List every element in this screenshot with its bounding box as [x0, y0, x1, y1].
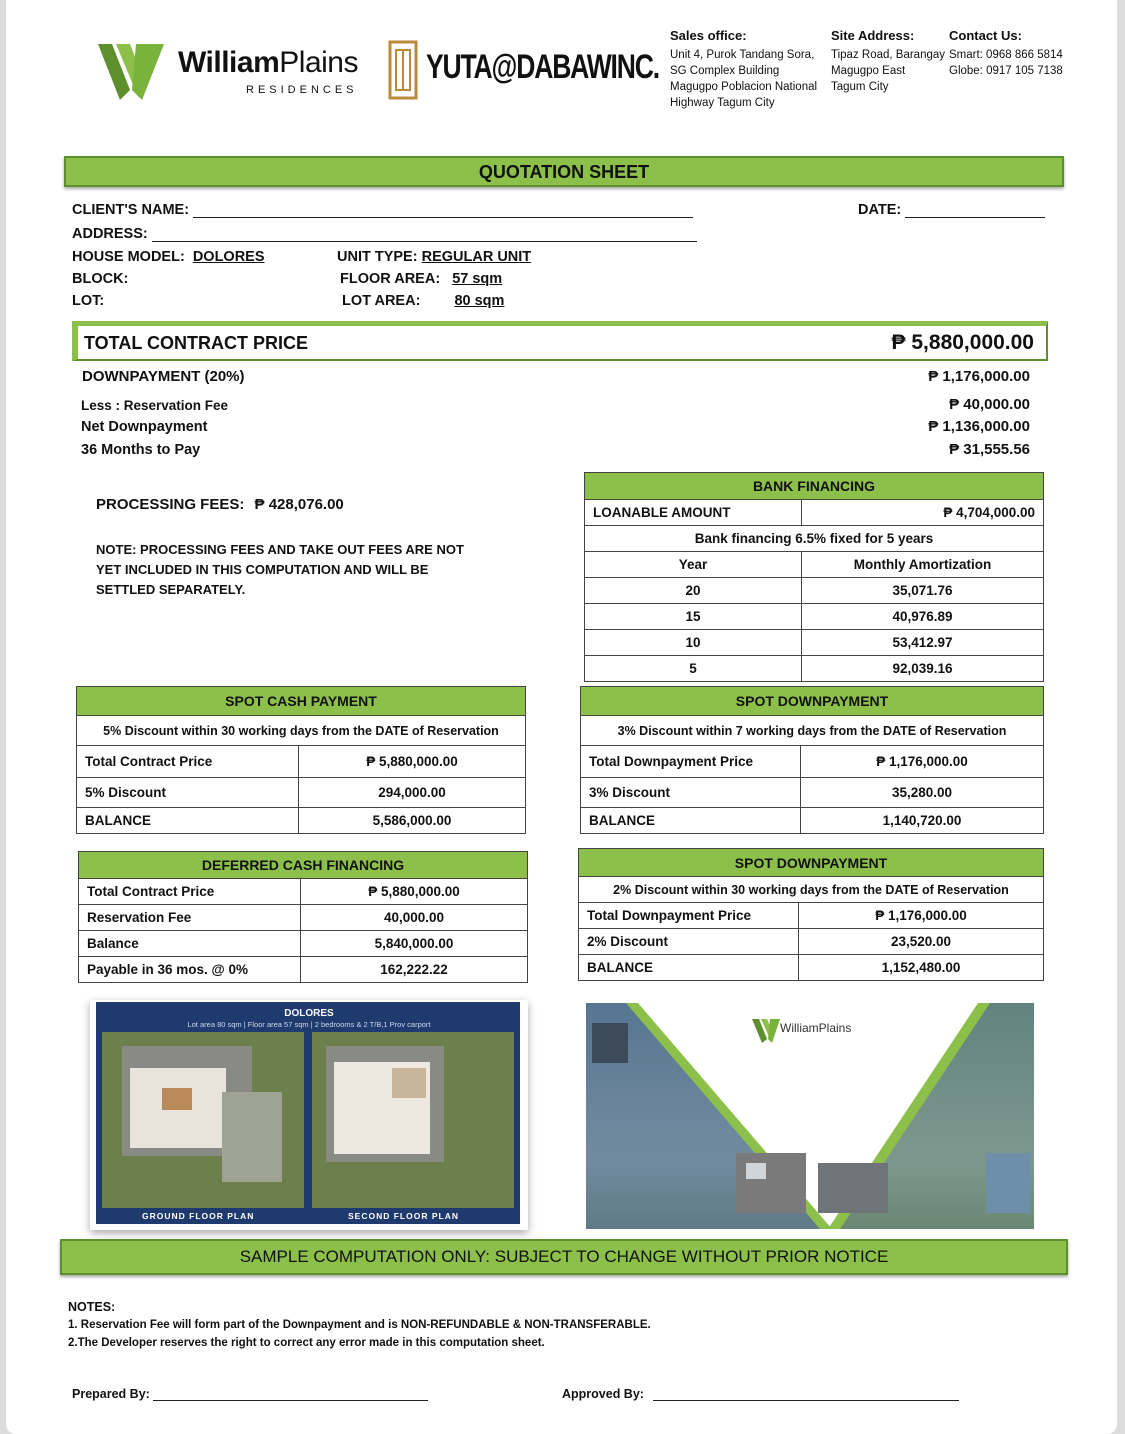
table-row — [585, 656, 1044, 682]
spot-downpayment-2-table — [578, 848, 1044, 981]
sales-office-line: Magugpo Poblacion National — [670, 81, 818, 93]
row-value: 1,140,720.00 — [801, 808, 1044, 834]
floor-area-value: 57 sqm — [452, 271, 503, 287]
spot-dp2-note: 2% Discount within 30 working days from the DATE of Reservation — [579, 877, 1044, 903]
lot-area-label: LOT AREA: — [342, 293, 421, 309]
bank-financing-table — [584, 472, 1044, 682]
page-title: QUOTATION SHEET — [478, 162, 650, 182]
sales-office-line: Unit 4, Purok Tandang Sora, — [670, 49, 815, 61]
table-row — [585, 578, 1044, 604]
title-bar — [64, 156, 1064, 187]
year-cell: 15 — [585, 604, 802, 630]
row-label: BALANCE — [581, 808, 801, 834]
note-item: 2.The Developer reserves the right to correct any error made in this computation sheet. — [68, 1337, 545, 1349]
processing-note — [96, 540, 464, 600]
notes-section — [68, 1298, 651, 1352]
spot-cash-note: 5% Discount within 30 working days from the DATE of Reservation — [77, 716, 526, 746]
site-address-title: Site Address: — [831, 28, 915, 43]
partner-name: YUTA@DABAWINC. — [426, 48, 659, 86]
table-row — [579, 929, 1044, 955]
table-row — [77, 746, 526, 778]
promo-logo-icon — [752, 1017, 780, 1043]
sales-office-title: Sales office: — [670, 28, 747, 43]
promo-logo-text: WilliamPlains — [780, 1021, 852, 1035]
processing-fees — [96, 496, 344, 513]
contact-smart: Smart: 0968 866 5814 — [949, 49, 1063, 61]
disclaimer-text: SAMPLE COMPUTATION ONLY: SUBJECT TO CHANGE WITHOUT PRIOR NOTICE — [239, 1247, 889, 1266]
table-row — [579, 955, 1044, 981]
contact-globe: Globe: 0917 105 7138 — [949, 65, 1063, 77]
spot-cash-title: SPOT CASH PAYMENT — [77, 687, 526, 716]
table-row — [79, 931, 528, 957]
lot-label: LOT: — [72, 293, 105, 309]
tcp-label: TOTAL CONTRACT PRICE — [84, 333, 308, 353]
promo-logo — [752, 1017, 882, 1047]
floorplan-subtitle: Lot area 80 sqm | Floor area 57 sqm | 2 bedrooms & 2 T/B,1 Prov carport — [187, 1020, 431, 1029]
prepared-by-label: Prepared By: — [72, 1387, 150, 1401]
table-row — [581, 778, 1044, 808]
row-value: 162,222.22 — [301, 957, 528, 983]
lot-area-row — [342, 293, 504, 309]
sales-office-line: Highway Tagum City — [670, 97, 775, 109]
dp-label: DOWNPAYMENT (20%) — [82, 368, 245, 385]
yuta-logo — [388, 40, 659, 100]
row-label: 2% Discount — [579, 929, 799, 955]
address-label: ADDRESS: — [72, 226, 148, 242]
row-label: 3% Discount — [581, 778, 801, 808]
row-label: Payable in 36 mos. @ 0% — [79, 957, 301, 983]
prepared-by-row — [72, 1387, 428, 1401]
row-label: Reservation Fee — [79, 905, 301, 931]
table-row — [79, 879, 528, 905]
table-row — [585, 604, 1044, 630]
quotation-sheet — [6, 0, 1117, 1434]
row-value: ₱ 1,176,000.00 — [799, 903, 1044, 929]
block-label: BLOCK: — [72, 271, 129, 287]
tcp-value: ₱ 5,880,000.00 — [891, 331, 1034, 354]
months-label: 36 Months to Pay — [81, 442, 201, 458]
williamplains-w-icon — [96, 40, 166, 104]
bank-title: BANK FINANCING — [585, 473, 1044, 500]
brand-sub: RESIDENCES — [246, 84, 358, 96]
tcp-box — [72, 321, 1048, 361]
row-value: 1,152,480.00 — [799, 955, 1044, 981]
williamplains-logo — [96, 40, 376, 104]
row-value: 35,280.00 — [801, 778, 1044, 808]
date-row — [858, 202, 1045, 218]
table-row — [77, 808, 526, 834]
house-model-value: DOLORES — [192, 249, 265, 265]
row-label: BALANCE — [579, 955, 799, 981]
row-label: Total Contract Price — [77, 746, 299, 778]
spot-dp2-title: SPOT DOWNPAYMENT — [579, 849, 1044, 877]
price-breakdown — [80, 366, 1030, 462]
floor-area-label: FLOOR AREA: — [340, 271, 441, 287]
note-line: SETTLED SEPARATELY. — [96, 582, 246, 597]
approved-by-label: Approved By: — [562, 1387, 644, 1401]
row-value: 40,000.00 — [301, 905, 528, 931]
house-model-label: HOUSE MODEL: — [72, 249, 185, 265]
table-row — [79, 905, 528, 931]
year-cell: 10 — [585, 630, 802, 656]
site-address-line: Tagum City — [831, 81, 889, 93]
note-item: 1. Reservation Fee will form part of the Downpayment and is NON-REFUNDABLE & NON-TRANSFERABLE. — [68, 1319, 651, 1331]
address-row — [72, 226, 697, 242]
second-floor-plan — [312, 1032, 514, 1208]
note-line: YET INCLUDED IN THIS COMPUTATION AND WILL BE — [96, 562, 429, 577]
amort-cell: 35,071.76 — [802, 578, 1044, 604]
loanable-label: LOANABLE AMOUNT — [585, 500, 802, 526]
site-address — [831, 28, 951, 95]
notes-title: NOTES: — [68, 1300, 116, 1314]
row-value: 5,586,000.00 — [299, 808, 526, 834]
year-cell: 5 — [585, 656, 802, 682]
spot-dp3-note: 3% Discount within 7 working days from the DATE of Reservation — [581, 716, 1044, 746]
row-value: ₱ 5,880,000.00 — [299, 746, 526, 778]
spot-cash-table — [76, 686, 526, 834]
amort-cell: 92,039.16 — [802, 656, 1044, 682]
row-value: 23,520.00 — [799, 929, 1044, 955]
client-name-row — [72, 202, 693, 218]
net-dp-label: Net Downpayment — [81, 419, 208, 435]
date-label: DATE: — [858, 202, 902, 218]
amort-cell: 53,412.97 — [802, 630, 1044, 656]
client-name-field[interactable] — [193, 204, 693, 218]
table-row — [79, 957, 528, 983]
floor-plan-image — [90, 1000, 528, 1230]
rate-note: Bank financing 6.5% fixed for 5 years — [585, 526, 1044, 552]
sales-office — [670, 28, 820, 111]
loanable-value: ₱ 4,704,000.00 — [802, 500, 1044, 526]
approved-by-row — [562, 1387, 959, 1401]
date-field[interactable] — [905, 204, 1045, 218]
col-amortization: Monthly Amortization — [802, 552, 1044, 578]
ground-floor-plan — [102, 1032, 304, 1208]
spot-dp3-title: SPOT DOWNPAYMENT — [581, 687, 1044, 716]
reservation-label: Less : Reservation Fee — [81, 398, 229, 413]
processing-label: PROCESSING FEES: — [96, 496, 245, 513]
processing-value: ₱ 428,076.00 — [254, 496, 344, 513]
address-field[interactable] — [152, 228, 697, 242]
site-address-line: Tipaz Road, Barangay — [831, 49, 946, 61]
row-value: ₱ 5,880,000.00 — [301, 879, 528, 905]
row-value: ₱ 1,176,000.00 — [801, 746, 1044, 778]
months-value: ₱ 31,555.56 — [949, 441, 1030, 458]
prepared-by-field[interactable] — [153, 1387, 428, 1401]
row-label: Total Downpayment Price — [581, 746, 801, 778]
second-floor-label: SECOND FLOOR PLAN — [348, 1211, 459, 1221]
spot-downpayment-3-table — [580, 686, 1044, 834]
site-address-line: Magugpo East — [831, 65, 906, 77]
col-year: Year — [585, 552, 802, 578]
contact-title: Contact Us: — [949, 28, 1022, 43]
row-label: Balance — [79, 931, 301, 957]
ground-floor-label: GROUND FLOOR PLAN — [142, 1211, 255, 1221]
unit-type-value: REGULAR UNIT — [421, 249, 532, 265]
table-row — [581, 808, 1044, 834]
floor-area-row — [340, 271, 502, 287]
row-value: 5,840,000.00 — [301, 931, 528, 957]
deferred-cash-table — [78, 851, 528, 983]
house-model-row — [72, 249, 265, 265]
lot-area-value: 80 sqm — [454, 293, 505, 309]
row-label: Total Downpayment Price — [579, 903, 799, 929]
contact-us — [949, 28, 1079, 79]
yuta-emblem-icon — [388, 40, 418, 100]
sales-office-line: SG Complex Building — [670, 65, 780, 77]
disclaimer-banner — [60, 1239, 1068, 1275]
promo-image — [586, 1003, 1034, 1229]
brand-name-light: Plains — [279, 46, 358, 79]
row-label: Total Contract Price — [79, 879, 301, 905]
row-label: 5% Discount — [77, 778, 299, 808]
unit-type-label: UNIT TYPE: — [337, 249, 418, 265]
deferred-title: DEFERRED CASH FINANCING — [79, 852, 528, 879]
approved-by-field[interactable] — [653, 1387, 959, 1401]
year-cell: 20 — [585, 578, 802, 604]
unit-type-row — [337, 249, 531, 265]
reservation-value: ₱ 40,000.00 — [949, 396, 1030, 413]
client-name-label: CLIENT'S NAME: — [72, 202, 190, 218]
note-line: NOTE: PROCESSING FEES AND TAKE OUT FEES ARE NOT — [96, 542, 464, 557]
floorplan-title: DOLORES — [284, 1008, 334, 1019]
net-dp-value: ₱ 1,136,000.00 — [928, 418, 1030, 435]
table-row — [585, 630, 1044, 656]
table-row — [77, 778, 526, 808]
table-row — [579, 903, 1044, 929]
table-row — [581, 746, 1044, 778]
dp-value: ₱ 1,176,000.00 — [928, 368, 1030, 385]
brand-name-bold: William — [178, 46, 280, 79]
row-value: 294,000.00 — [299, 778, 526, 808]
row-label: BALANCE — [77, 808, 299, 834]
amort-cell: 40,976.89 — [802, 604, 1044, 630]
